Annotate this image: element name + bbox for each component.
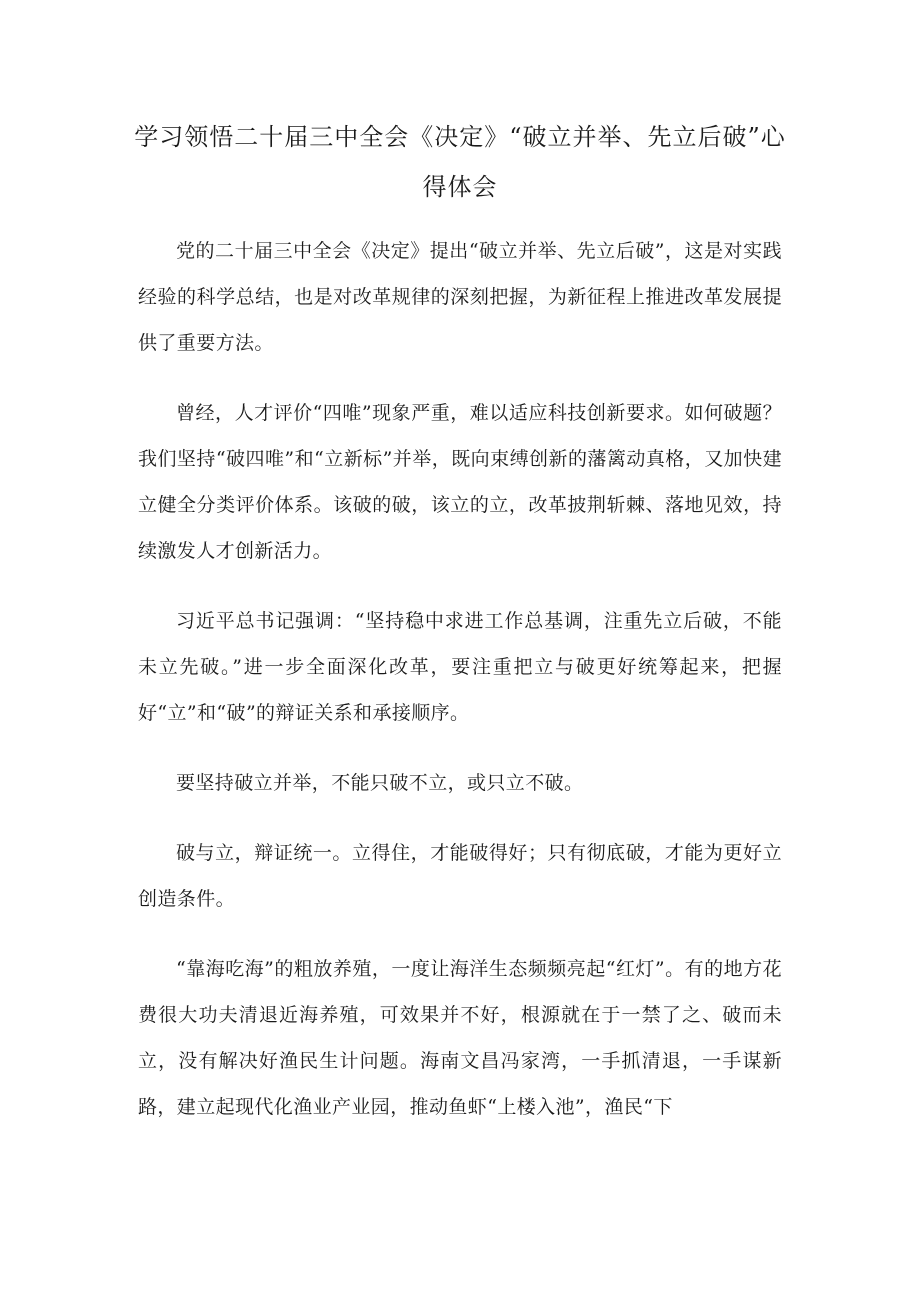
paragraph-6: “靠海吃海”的粗放养殖，一度让海洋生态频频亮起“红灯”。有的地方花费很大功夫清退近海养殖，可效果并不好，根源就在于一禁了之、破而未立，没有解决好渔民生计问题。海南文昌冯家湾，一手抓清退，一手谋新路，建立起现代化渔业产业园，推动鱼虾“上楼入池”，渔民“下 bbox=[138, 958, 782, 1118]
document-title: 学习领悟二十届三中全会《决定》“破立并举、先立后破”心得体会 bbox=[134, 123, 786, 201]
paragraph-4: 要坚持破立并举，不能只破不立，或只立不破。 bbox=[176, 772, 584, 794]
paragraph-3: 习近平总书记强调：“坚持稳中求进工作总基调，注重先立后破，不能未立先破。”进一步全面深化改革，要注重把立与破更好统筹起来，把握好“立”和“破”的辩证关系和承接顺序。 bbox=[138, 610, 782, 724]
paragraph-2: 曾经，人才评价“四唯”现象严重，难以适应科技创新要求。如何破题？我们坚持“破四唯”和“立新标”并举，既向束缚创新的藩篱动真格，又加快建立健全分类评价体系。该破的破，该立的立，改革披荆斩棘、落地见效，持续激发人才创新活力。 bbox=[138, 402, 782, 562]
document-body bbox=[138, 228, 782, 1154]
paragraph-5: 破与立，辩证统一。立得住，才能破得好；只有彻底破，才能为更好立创造条件。 bbox=[138, 842, 782, 910]
paragraph-1: 党的二十届三中全会《决定》提出“破立并举、先立后破”，这是对实践经验的科学总结，也是对改革规律的深刻把握，为新征程上推进改革发展提供了重要方法。 bbox=[138, 240, 782, 354]
